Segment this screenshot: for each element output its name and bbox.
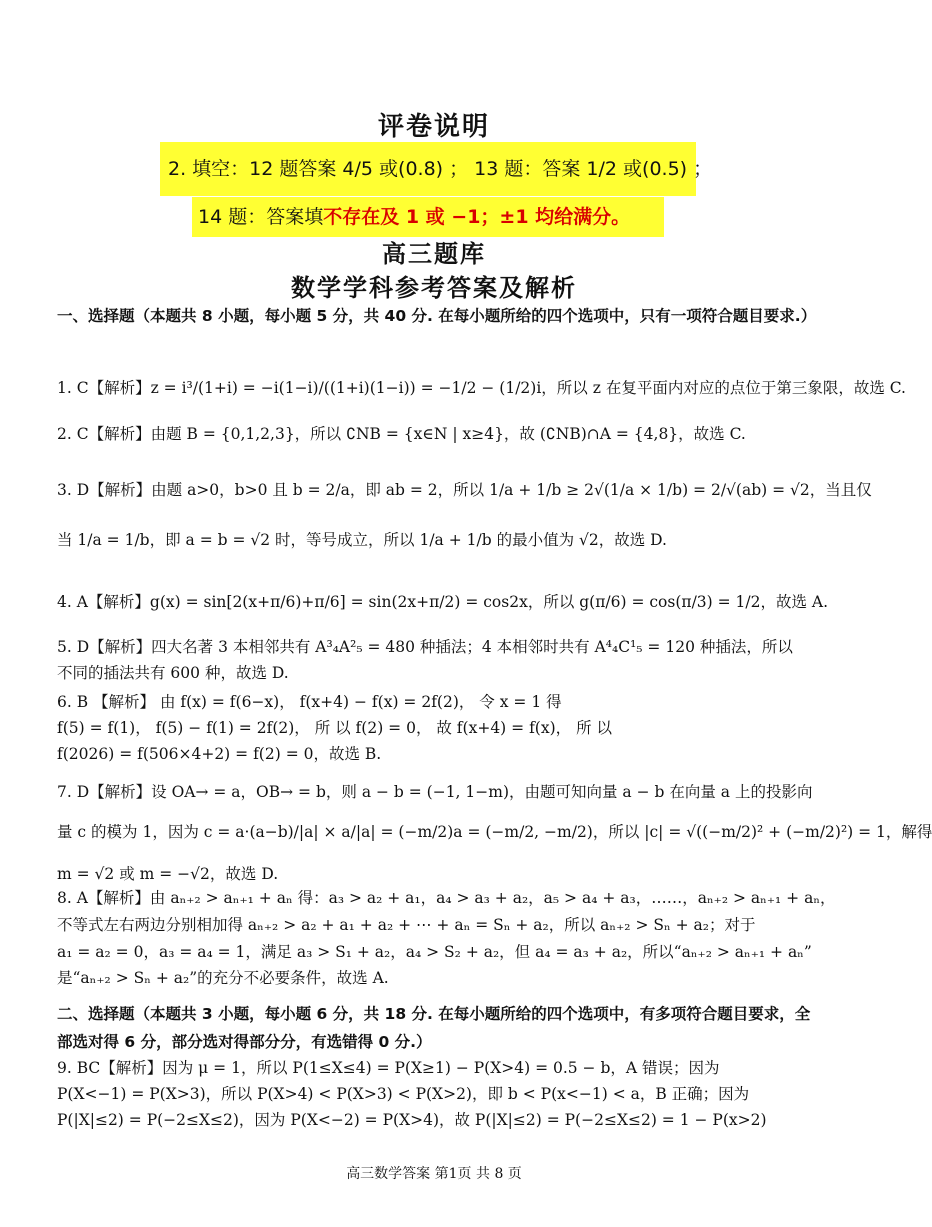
answer-line: 1. C【解析】z = i³/(1+i) = −i(1−i)/((1+i)(1−i)) = −1/2 − (1/2)i，所以 z 在复平面内对应的点位于第三象限，故选 C. bbox=[57, 379, 906, 397]
grading-note-highlight: 不存在及 1 或 −1；±1 均给满分。 bbox=[323, 206, 631, 228]
grading-note-line-1 bbox=[160, 142, 713, 196]
section-heading-single-choice: 一、选择题（本题共 8 小题，每小题 5 分，共 40 分. 在每小题所给的四个选项中，只有一项符合题目要求.） bbox=[57, 307, 817, 325]
document-title: 数学学科参考答案及解析 bbox=[291, 273, 577, 302]
answer-line: 当 1/a = 1/b，即 a = b = √2 时，等号成立，所以 1/a + 1/b 的最小值为 √2，故选 D. bbox=[57, 531, 667, 549]
answer-line: 6. B 【解析】 由 f(x) = f(6−x)， f(x+4) − f(x) = 2f(2)， 令 x = 1 得 bbox=[57, 693, 562, 711]
answer-line: 8. A【解析】由 aₙ₊₂ > aₙ₊₁ + aₙ 得：a₃ > a₂ + a₁，a₄ > a₃ + a₂，a₅ > a₄ + a₃，……，aₙ₊₂ > aₙ₊₁ + aₙ， bbox=[57, 889, 836, 907]
answer-line: 2. C【解析】由题 B = {0,1,2,3}，所以 ∁NB = {x∈N | x≥4}，故 (∁NB)∩A = {4,8}，故选 C. bbox=[57, 425, 746, 443]
bank-title: 高三题库 bbox=[382, 239, 486, 268]
answer-line: P(|X|≤2) = P(−2≤X≤2)，因为 P(X<−2) = P(X>4)，故 P(|X|≤2) = P(−2≤X≤2) = 1 − P(x>2) bbox=[57, 1111, 767, 1129]
grading-note-prefix: 14 题：答案填 bbox=[198, 206, 324, 228]
answer-line: 3. D【解析】由题 a>0，b>0 且 b = 2/a，即 ab = 2，所以 1/a + 1/b ≥ 2√(1/a × 1/b) = 2/√(ab) = √2，当且仅 bbox=[57, 481, 872, 499]
answer-line: 是“aₙ₊₂ > Sₙ + a₂”的充分不必要条件，故选 A. bbox=[57, 969, 389, 987]
answer-line: 4. A【解析】g(x) = sin[2(x+π/6)+π/6] = sin(2x+π/2) = cos2x，所以 g(π/6) = cos(π/3) = 1/2，故选 A. bbox=[57, 593, 829, 611]
answer-line: 不同的插法共有 600 种，故选 D. bbox=[57, 664, 289, 682]
page-title: 评卷说明 bbox=[377, 112, 490, 142]
answer-line: 5. D【解析】四大名著 3 本相邻共有 A³₄A²₅ = 480 种插法；4 本相邻时共有 A⁴₄C¹₅ = 120 种插法，所以 bbox=[57, 638, 793, 656]
answer-line: 9. BC【解析】因为 μ = 1，所以 P(1≤X≤4) = P(X≥1) − P(X>4) = 0.5 − b，A 错误；因为 bbox=[57, 1059, 720, 1077]
answer-line: 7. D【解析】设 OA→ = a，OB→ = b，则 a − b = (−1, 1−m)，由题可知向量 a − b 在向量 a 上的投影向 bbox=[57, 783, 813, 801]
section-heading-multiple-choice: 二、选择题（本题共 3 小题，每小题 6 分，共 18 分. 在每小题所给的四个选项中，有多项符合题目要求，全部选对得 6 分，部分选对得部分分，有选错得 0 分.） bbox=[57, 1005, 811, 1051]
answer-line: P(X<−1) = P(X>3)，所以 P(X>4) < P(X>3) < P(X>2)，即 b < P(x<−1) < a，B 正确；因为 bbox=[57, 1085, 750, 1103]
grading-note-text: 2. 填空：12 题答案 4/5 或(0.8) ； 13 题：答案 1/2 或(0.5) ； bbox=[168, 158, 713, 180]
answer-line: a₁ = a₂ = 0，a₃ = a₄ = 1，满足 a₃ > S₁ + a₂，a₄ > S₂ + a₂，但 a₄ = a₃ + a₂，所以“aₙ₊₂ > aₙ₊₁ + aₙ” bbox=[57, 943, 812, 961]
grading-note-line-2 bbox=[192, 197, 664, 237]
answer-line: 不等式左右两边分别相加得 aₙ₊₂ > a₂ + a₁ + a₂ + ⋯ + aₙ = Sₙ + a₂，所以 aₙ₊₂ > Sₙ + a₂；对于 bbox=[57, 916, 756, 934]
answer-line: 量 c 的模为 1，因为 c = a·(a−b)/|a| × a/|a| = (−m/2)a = (−m/2, −m/2)，所以 |c| = √((−m/2)² + (−m/2)²) = 1，解得 bbox=[57, 823, 932, 841]
answer-line: f(2026) = f(506×4+2) = f(2) = 0，故选 B. bbox=[57, 745, 382, 763]
answer-line: f(5) = f(1)， f(5) − f(1) = 2f(2)， 所 以 f(2) = 0， 故 f(x+4) = f(x)， 所 以 bbox=[57, 719, 612, 737]
answer-line: m = √2 或 m = −√2，故选 D. bbox=[57, 865, 279, 883]
page-footer: 高三数学答案 第1页 共 8 页 bbox=[346, 1166, 522, 1182]
